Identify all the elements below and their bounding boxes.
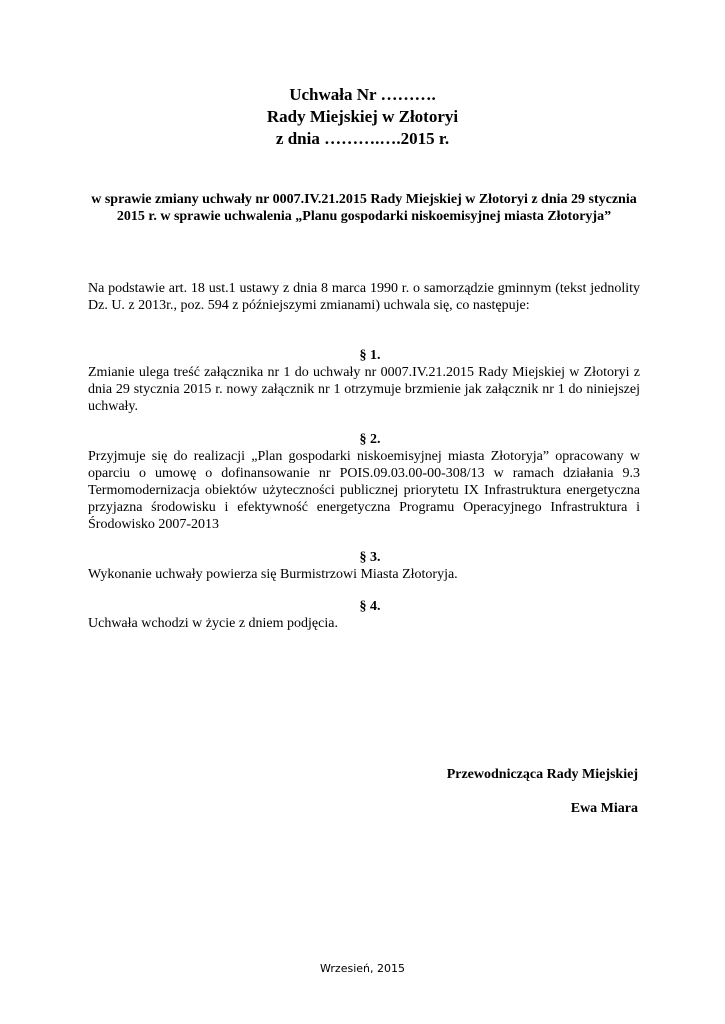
section-text: Zmianie ulega treść załącznika nr 1 do uchwały nr 0007.IV.21.2015 Rady Miejskiej w Złotoryi z dnia 29 stycznia 2015 r. nowy załącznik nr 1 otrzymuje brzmienie jak załącznik nr 1 do niniejszej uchwały. [88,365,640,414]
resolution-subject: w sprawie zmiany uchwały nr 0007.IV.21.2015 Rady Miejskiej w Złotoryi z dnia 29 stycznia 2015 r. w sprawie uchwalenia „Planu gospodarki niskoemisyjnej miasta Złotoryja” [91,192,637,224]
section-text: Uchwała wchodzi w życie z dniem podjęcia. [88,616,338,631]
section-number: § 1. [359,348,381,363]
section-3 [88,549,640,583]
legal-basis-paragraph: Na podstawie art. 18 ust.1 ustawy z dnia 8 marca 1990 r. o samorządzie gminnym (tekst jednolity Dz. U. z 2013r., poz. 594 z późniejszymi zmianami) uchwala się, co następuje: [88,281,640,313]
council-name: Rady Miejskiej w Złotoryi [266,107,459,126]
signature-name: Ewa Miara [570,801,638,816]
resolution-date: z dnia ……….….2015 r. [275,129,450,148]
section-number: § 2. [359,432,381,447]
resolution-number: Uchwała Nr ………. [289,85,436,104]
section-4 [88,598,640,632]
footer-date: Wrzesień, 2015 [320,962,405,975]
signature-title: Przewodnicząca Rady Miejskiej [446,767,638,782]
section-number: § 3. [359,550,381,565]
section-2 [88,431,640,533]
section-number: § 4. [359,599,381,614]
resolution-header [0,84,725,150]
section-text: Wykonanie uchwały powierza się Burmistrzowi Miasta Złotoryja. [88,567,458,582]
section-text: Przyjmuje się do realizacji „Plan gospodarki niskoemisyjnej miasta Złotoryja” opracowany w oparciu o umowę o dofinansowanie nr POIS.09.03.00-00-308/13 w ramach działania 9.3 Termomodernizacja obiektów użyteczności publicznej priorytetu IX Infrastruktura energetyczna przyjazna środowisku i efektywność energetyczna Programu Operacyjnego Infrastruktura i Środowisko 2007-2013 [88,449,640,532]
section-1 [88,347,640,415]
